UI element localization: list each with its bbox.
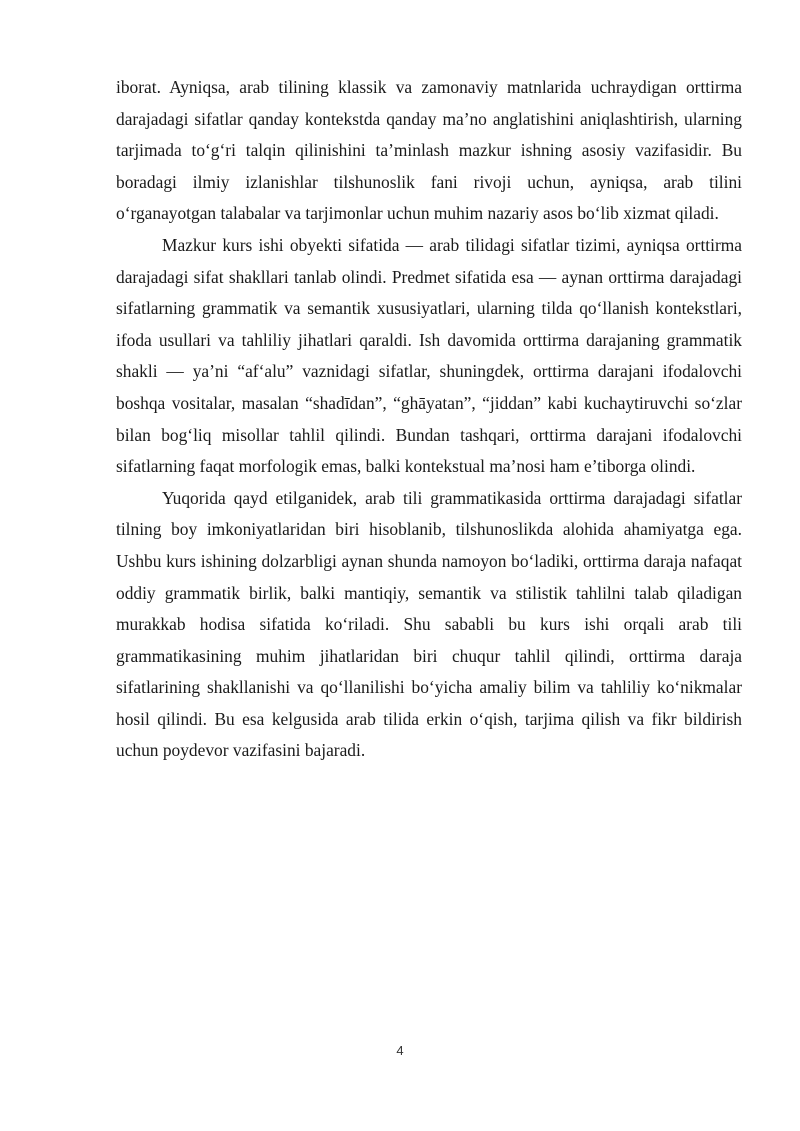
page-number: 4 [396,1043,404,1058]
paragraph-object-subject: Mazkur kurs ishi obyekti sifatida — arab tilidagi sifatlar tizimi, ayniqsa orttirma darajadagi sifat shakllari tanlab olindi. Predmet sifatida esa — aynan orttirma darajadagi sifatlarning grammatik va semantik xususiyatlari, ularning tilda qo‘llanish kontekstlari, ifoda usullari va tahliliy jihatlari qaraldi. Ish davomida orttirma darajaning grammatik shakli — ya’ni “af‘alu” vaznidagi sifatlar, shuningdek, orttirma darajani ifodalovchi boshqa vositalar, masalan “shadīdan”, “ghāyatan”, “jiddan” kabi kuchaytiruvchi so‘zlar bilan bog‘liq misollar tahlil qilindi. Bundan tashqari, orttirma darajani ifodalovchi sifatlarning faqat morfologik emas, balki kontekstual ma’nosi ham e’tiborga olindi. [116,234,742,477]
paragraph-continuation: iborat. Ayniqsa, arab tilining klassik va zamonaviy matnlarida uchraydigan orttirma darajadagi sifatlar qanday kontekstda qanday ma’no anglatishini aniqlashtirish, ularning tarjimada to‘g‘ri talqin qilinishini ta’minlash mazkur ishning asosiy vazifasidir. Bu boradagi ilmiy izlanishlar tilshunoslik fani rivoji uchun, ayniqsa, arab tilini o‘rganayotgan talabalar va tarjimonlar uchun muhim nazariy asos bo‘lib xizmat qiladi. [116,77,742,224]
paragraph-relevance: Yuqorida qayd etilganidek, arab tili grammatikasida orttirma darajadagi sifatlar tilning boy imkoniyatlaridan biri hisoblanib, tilshunoslikda alohida ahamiyatga ega. Ushbu kurs ishining dolzarbligi aynan shunda namoyon bo‘ladiki, orttirma daraja nafaqat oddiy grammatik birlik, balki mantiqiy, semantik va stilistik tahlilni talab qiladigan murakkab hodisa sifatida ko‘riladi. Shu sababli bu kurs ishi orqali arab tili grammatikasining muhim jihatlaridan biri chuqur tahlil qilindi, orttirma daraja sifatlarining shakllanishi va qo‘llanilishi bo‘yicha amaliy bilim va tahliliy ko‘nikmalar hosil qilindi. Bu esa kelgusida arab tilida erkin o‘qish, tarjima qilish va fikr bildirish uchun poydevor vazifasini bajaradi. [116,487,742,761]
document-body [116,72,742,767]
